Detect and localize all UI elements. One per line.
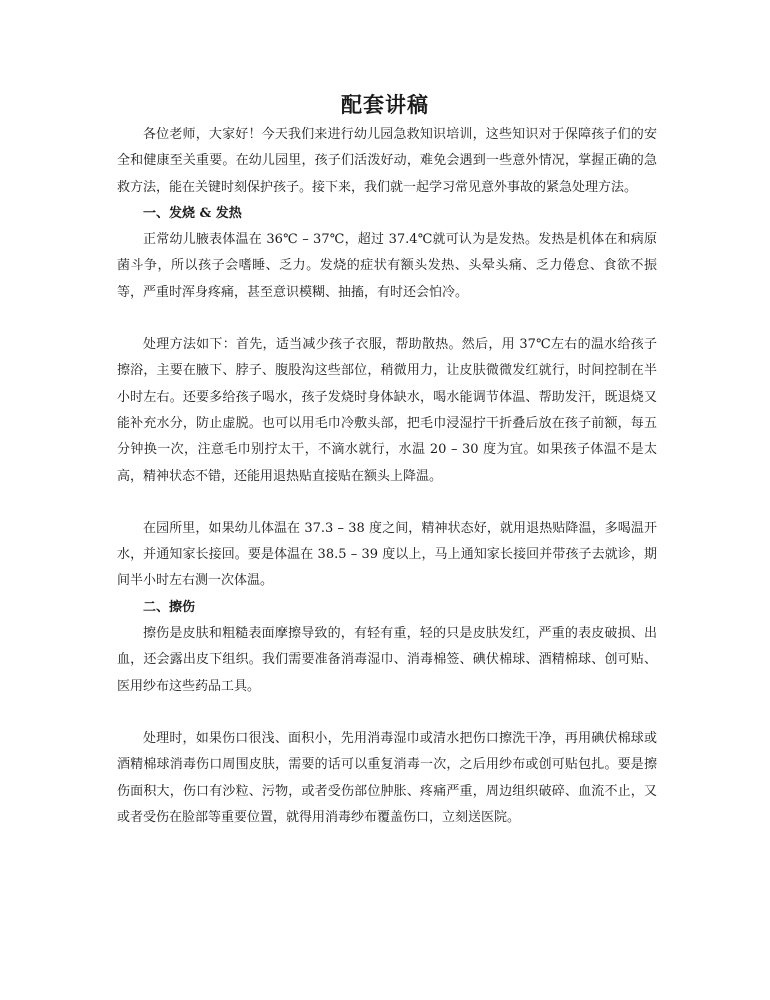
page-title: 配套讲稿	[341, 92, 429, 117]
abrasion-paragraph-2: 处理时，如果伤口很浅、面积小，先用消毒湿巾或清水把伤口擦洗干净，再用碘伏棉球或酒精棉球消毒伤口周围皮肤，需要的话可以重复消毒一次，之后用纱布或创可贴包扎。要是擦伤面积大，伤口有沙粒、污物，或者受伤部位肿胀、疼痛严重，周边组织破碎、血流不止，又或者受伤在脸部等重要位置，就得用消毒纱布覆盖伤口，立刻送医院。	[117, 730, 657, 825]
paragraph-spacer	[117, 306, 657, 332]
fever-paragraph-2: 处理方法如下：首先，适当减少孩子衣服，帮助散热。然后，用 37℃左右的温水给孩子擦浴，主要在腋下、脖子、腹股沟这些部位，稍微用力，让皮肤微微发红就行，时间控制在半小时左右。还要多给孩子喝水，孩子发烧时身体缺水，喝水能调节体温、帮助发汗，既退烧又能补充水分，防止虚脱。也可以用毛巾冷敷头部，把毛巾浸湿拧干折叠后放在孩子前额，每五分钟换一次，注意毛巾别拧太干，不滴水就行，水温 20 – 30 度为宜。如果孩子体温不是太高，精神状态不错，还能用退热贴直接贴在额头上降温。	[117, 337, 657, 484]
document-body	[117, 122, 657, 831]
paragraph-spacer	[117, 700, 657, 726]
section-heading-fever: 一、发烧 & 发热	[143, 205, 242, 221]
fever-paragraph-3: 在园所里，如果幼儿体温在 37.3 – 38 度之间，精神状态好，就用退热贴降温，多喝温开水，并通知家长接回。要是体温在 38.5 – 39 度以上，马上通知家长接回并带孩子去就诊，期间半小时左右测一次体温。	[117, 520, 657, 589]
intro-paragraph: 各位老师，大家好！今天我们来进行幼儿园急救知识培训，这些知识对于保障孩子们的安全和健康至关重要。在幼儿园里，孩子们活泼好动，难免会遇到一些意外情况，掌握正确的急救方法，能在关键时刻保护孩子。接下来，我们就一起学习常见意外事故的紧急处理方法。	[117, 127, 657, 195]
section-heading-abrasion: 二、擦伤	[143, 599, 196, 615]
paragraph-spacer	[117, 490, 657, 516]
abrasion-paragraph-1: 擦伤是皮肤和粗糙表面摩擦导致的，有轻有重，轻的只是皮肤发红，严重的表皮破损、出血，还会露出皮下组织。我们需要准备消毒湿巾、消毒棉签、碘伏棉球、酒精棉球、创可贴、医用纱布这些药品工具。	[117, 626, 657, 694]
fever-paragraph-1: 正常幼儿腋表体温在 36℃ – 37℃，超过 37.4℃就可认为是发热。发热是机体在和病原菌斗争，所以孩子会嗜睡、乏力。发烧的症状有额头发热、头晕头痛、乏力倦怠、食欲不振等，严重时浑身疼痛，甚至意识模糊、抽搐，有时还会怕冷。	[117, 232, 657, 300]
